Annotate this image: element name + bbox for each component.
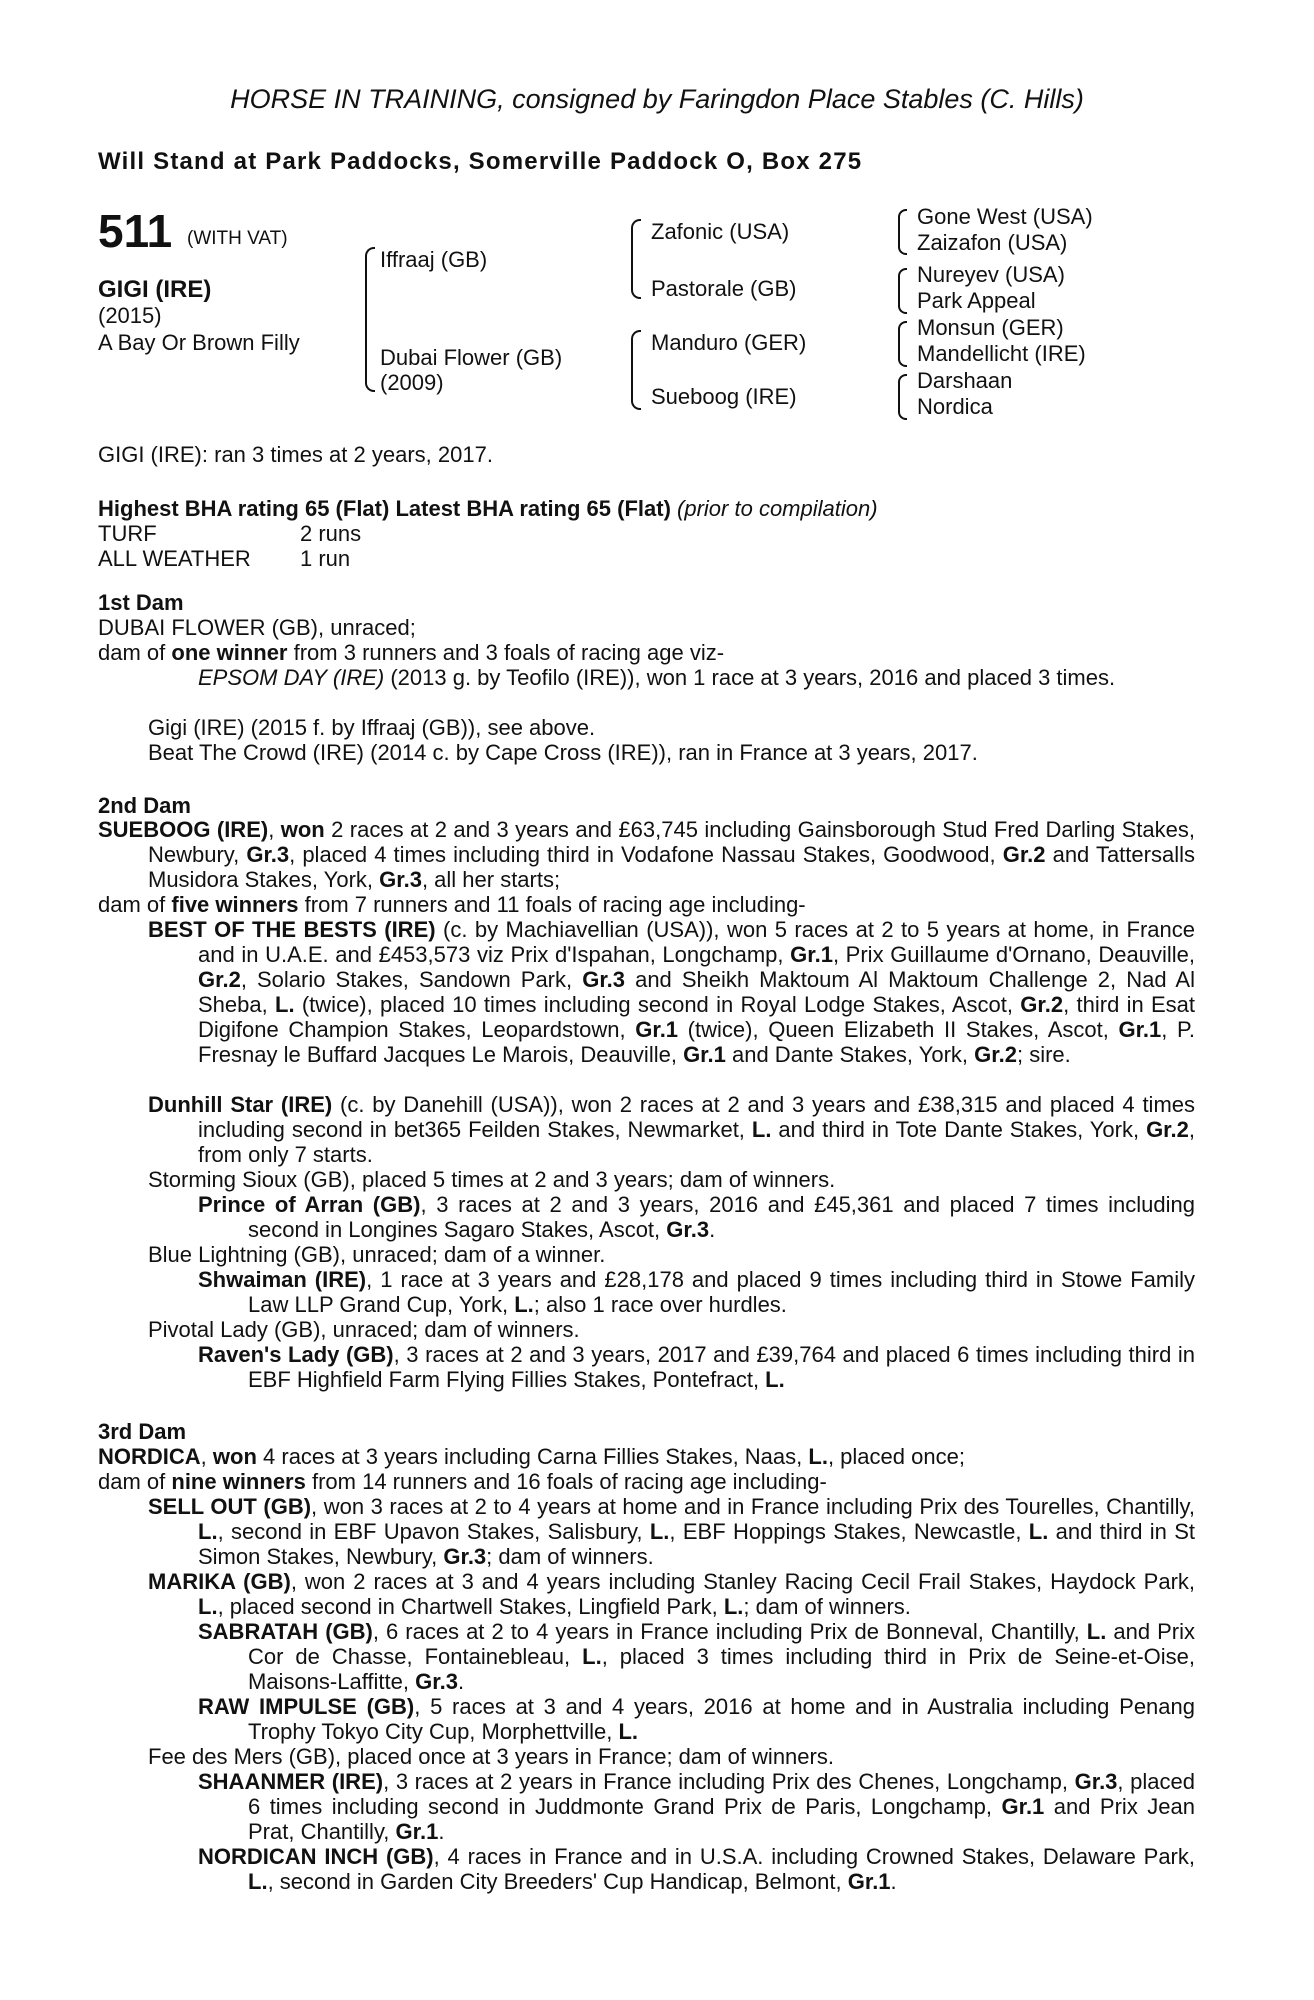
pedigree-brace <box>898 321 907 367</box>
rating-note: (prior to compilation) <box>677 496 878 521</box>
stand-location: Will Stand at Park Paddocks, Somerville Paddock O, Box 275 <box>98 148 863 175</box>
pedigree-brace <box>898 268 907 314</box>
pedigree-g4: Park Appeal <box>917 288 1036 313</box>
pedigree-sire-sire: Zafonic (USA) <box>651 219 790 244</box>
pedigree-g6: Mandellicht (IRE) <box>917 341 1086 366</box>
rating-latest: Latest BHA rating 65 (Flat) <box>395 496 671 521</box>
race-record: GIGI (IRE): ran 3 times at 2 years, 2017. <box>98 442 493 467</box>
all-weather-value: 1 run <box>300 546 351 571</box>
beat-the-crowd-entry: Beat The Crowd (IRE) (2014 c. by Cape Cross (IRE)), ran in France at 3 years, 2017. <box>148 740 978 765</box>
shaanmer-entry: SHAANMER (IRE), 3 races at 2 years in France including Prix des Chenes, Longchamp, Gr.3, placed 6 times including second in Juddmonte Grand Prix de Paris, Longchamp, Gr.1 and Prix Jean Prat, Chantilly, Gr.1. <box>198 1769 1195 1844</box>
horse-year: (2015) <box>98 303 162 328</box>
ravens-lady-entry: Raven's Lady (GB), 3 races at 2 and 3 years, 2017 and £39,764 and placed 6 times including third in EBF Highfield Farm Flying Fillies Stakes, Pontefract, L. <box>198 1342 1195 1392</box>
sueboog-produce: dam of five winners from 7 runners and 11 foals of racing age including- <box>98 892 806 917</box>
first-dam-heading: 1st Dam <box>98 590 184 615</box>
rating-line <box>98 496 878 522</box>
pedigree-g8: Nordica <box>917 394 993 419</box>
all-weather-label: ALL WEATHER <box>98 546 251 571</box>
pivotal-lady-entry: Pivotal Lady (GB), unraced; dam of winners. <box>148 1317 580 1342</box>
blue-lightning-entry: Blue Lightning (GB), unraced; dam of a winner. <box>148 1242 606 1267</box>
pedigree-g3: Nureyev (USA) <box>917 262 1065 287</box>
pedigree-g1: Gone West (USA) <box>917 204 1093 229</box>
pedigree-brace <box>631 330 641 410</box>
fee-des-mers-entry: Fee des Mers (GB), placed once at 3 years in France; dam of winners. <box>148 1744 834 1769</box>
sabratah-entry: SABRATAH (GB), 6 races at 2 to 4 years in France including Prix de Bonneval, Chantilly, L. and Prix Cor de Chasse, Fontainebleau, L., placed 3 times including third in Prix de Seine-et-Oise, Maisons-Laffitte, Gr.3. <box>198 1619 1196 1694</box>
horse-description: A Bay Or Brown Filly <box>98 330 300 355</box>
epsom-day-entry: EPSOM DAY (IRE) (2013 g. by Teofilo (IRE)), won 1 race at 3 years, 2016 and placed 3 times. <box>198 665 1116 690</box>
page-title: HORSE IN TRAINING, consigned by Faringdon Place Stables (C. Hills) <box>230 84 1084 114</box>
first-dam-line: DUBAI FLOWER (GB), unraced; <box>98 615 416 640</box>
raw-impulse-entry: RAW IMPULSE (GB), 5 races at 3 and 4 years, 2016 at home and in Australia including Penang Trophy Tokyo City Cup, Morphettville, L. <box>198 1694 1195 1744</box>
gigi-entry: Gigi (IRE) (2015 f. by Iffraaj (GB)), see above. <box>148 715 596 740</box>
rating-highest: Highest BHA rating 65 (Flat) <box>98 496 390 521</box>
nordica-produce: dam of nine winners from 14 runners and 16 foals of racing age including- <box>98 1469 827 1494</box>
pedigree-sire-dam: Pastorale (GB) <box>651 276 797 301</box>
first-dam-produce: dam of one winner from 3 runners and 3 foals of racing age viz- <box>98 640 725 665</box>
pedigree-dam-sire: Manduro (GER) <box>651 330 807 355</box>
dunhill-star-entry: Dunhill Star (IRE) (c. by Danehill (USA)), won 2 races at 2 and 3 years and £38,315 and placed 4 times including second in bet365 Feilden Stakes, Newmarket, L. and third in Tote Dante Stakes, York, Gr.2, from only 7 starts. <box>148 1092 1196 1167</box>
nordica-entry: NORDICA, won 4 races at 3 years including Carna Fillies Stakes, Naas, L., placed once; <box>98 1444 965 1469</box>
pedigree-brace <box>365 247 375 392</box>
pedigree-g7: Darshaan <box>917 368 1013 393</box>
sueboog-entry: SUEBOOG (IRE), won 2 races at 2 and 3 years and £63,745 including Gainsborough Stud Fred Darling Stakes, Newbury, Gr.3, placed 4 times including third in Vodafone Nassau Stakes, Goodwood, Gr.2 and Tattersalls Musidora Stakes, York, Gr.3, all her starts; <box>98 817 1196 892</box>
pedigree-brace <box>898 374 907 420</box>
turf-value: 2 runs <box>300 521 362 546</box>
lot-number: 511 <box>98 205 173 257</box>
pedigree-g2: Zaizafon (USA) <box>917 230 1068 255</box>
horse-name: GIGI (IRE) <box>98 276 212 303</box>
pedigree-brace <box>898 209 907 255</box>
shwaiman-entry: Shwaiman (IRE), 1 race at 3 years and £28,178 and placed 9 times including third in Stowe Family Law LLP Grand Cup, York, L.; also 1 race over hurdles. <box>198 1267 1195 1317</box>
sell-out-entry: SELL OUT (GB), won 3 races at 2 to 4 years at home and in France including Prix des Tourelles, Chantilly, L., second in EBF Upavon Stakes, Salisbury, L., EBF Hoppings Stakes, Newcastle, L. and third in St Simon Stakes, Newbury, Gr.3; dam of winners. <box>148 1494 1195 1569</box>
third-dam-heading: 3rd Dam <box>98 1419 187 1444</box>
turf-label: TURF <box>98 521 157 546</box>
storming-sioux-entry: Storming Sioux (GB), placed 5 times at 2 and 3 years; dam of winners. <box>148 1167 836 1192</box>
pedigree-dam: Dubai Flower (GB) <box>380 345 563 370</box>
best-of-the-bests-entry: BEST OF THE BESTS (IRE) (c. by Machiavellian (USA)), won 5 races at 2 to 5 years at home, in France and in U.A.E. and £453,573 viz Prix d'Ispahan, Longchamp, Gr.1, Prix Guillaume d'Ornano, Deauville, Gr.2, Solario Stakes, Sandown Park, Gr.3 and Sheikh Maktoum Al Maktoum Challenge 2, Nad Al Sheba, L. (twice), placed 10 times including second in Royal Lodge Stakes, Ascot, Gr.2, third in Esat Digifone Champion Stakes, Leopardstown, Gr.1 (twice), Queen Elizabeth II Stakes, Ascot, Gr.1, P. Fresnay le Buffard Jacques Le Marois, Deauville, Gr.1 and Dante Stakes, York, Gr.2; sire. <box>148 917 1196 1067</box>
vat-note: (WITH VAT) <box>187 228 288 249</box>
pedigree-dam-dam: Sueboog (IRE) <box>651 384 797 409</box>
pedigree-g5: Monsun (GER) <box>917 315 1064 340</box>
prince-of-arran-entry: Prince of Arran (GB), 3 races at 2 and 3 years, 2016 and £45,361 and placed 7 times including second in Longines Sagaro Stakes, Ascot, Gr.3. <box>198 1192 1195 1242</box>
pedigree-dam-year: (2009) <box>380 370 444 395</box>
pedigree-sire: Iffraaj (GB) <box>380 247 488 272</box>
nordican-inch-entry: NORDICAN INCH (GB), 4 races in France and in U.S.A. including Crowned Stakes, Delaware Park, L., second in Garden City Breeders' Cup Handicap, Belmont, Gr.1. <box>198 1844 1195 1894</box>
pedigree-brace <box>631 219 641 299</box>
marika-entry: MARIKA (GB), won 2 races at 3 and 4 years including Stanley Racing Cecil Frail Stakes, Haydock Park, L., placed second in Chartwell Stakes, Lingfield Park, L.; dam of winners. <box>148 1569 1196 1619</box>
second-dam-heading: 2nd Dam <box>98 793 191 818</box>
